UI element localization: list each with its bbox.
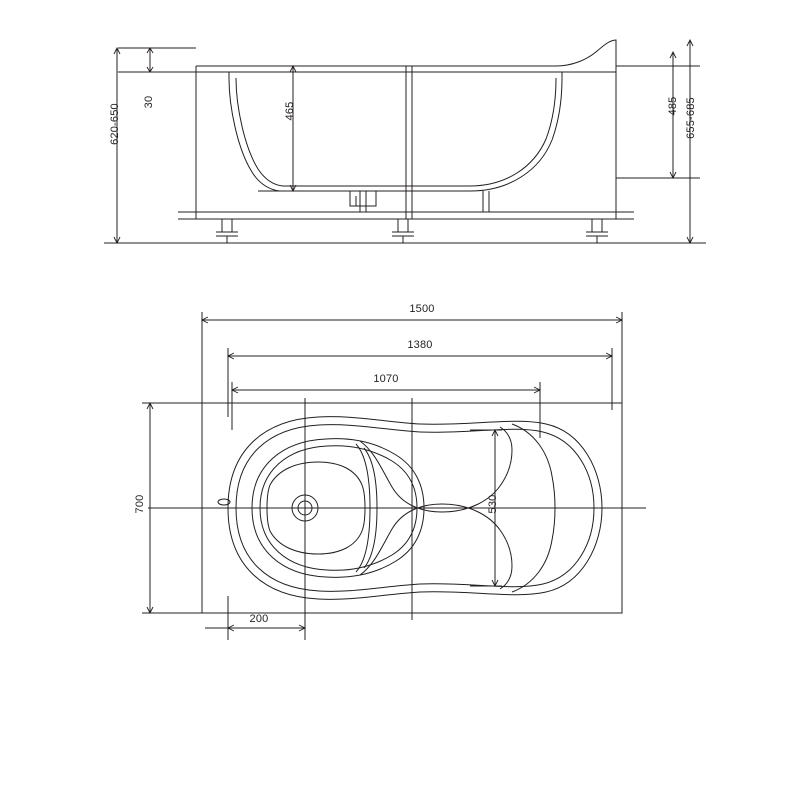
dim-1380 (228, 348, 612, 417)
dim-label-530: 530 (487, 494, 499, 514)
dim-label-1500: 1500 (409, 303, 435, 315)
dim-1500 (202, 312, 622, 403)
dim-label-465: 465 (284, 101, 296, 121)
elevation-bath-body (178, 40, 634, 243)
dim-label-1380: 1380 (407, 339, 433, 351)
dim-label-200: 200 (249, 613, 269, 625)
dim-30 (118, 48, 196, 72)
dim-label-700: 700 (134, 494, 146, 514)
dim-label-1070: 1070 (373, 373, 399, 385)
dim-label-30: 30 (143, 95, 155, 109)
dim-label-620-650: 620-650 (109, 103, 121, 145)
dim-label-655-685: 655-685 (685, 97, 697, 139)
dim-label-485: 485 (667, 96, 679, 116)
plan-bath-outline (148, 398, 646, 620)
